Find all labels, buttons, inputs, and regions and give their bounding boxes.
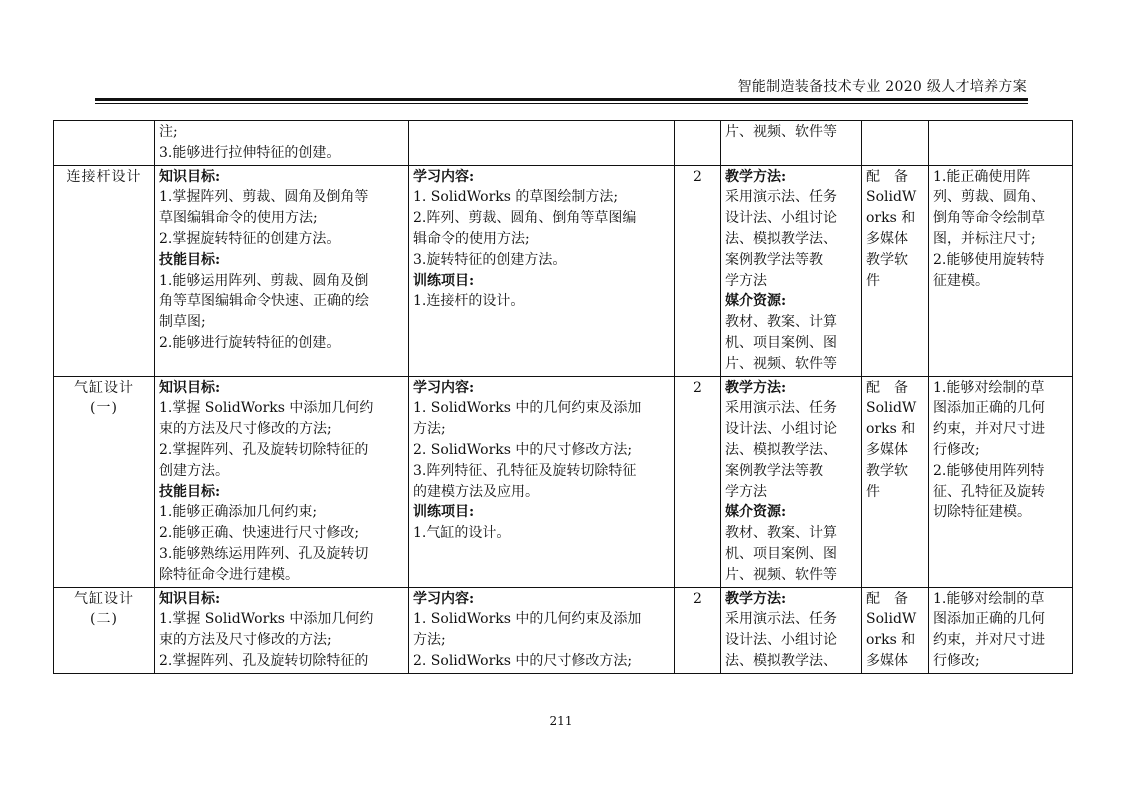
cell-text-line: 3.阵列特征、孔特征及旋转切除特征 <box>413 462 637 479</box>
cell-text-line: 气缸设计 <box>74 590 134 607</box>
cell-text-line: 2.能够进行旋转特征的创建。 <box>159 334 341 351</box>
cell-text-line: 媒介资源: <box>725 504 787 521</box>
cell-text-line: 3.能够熟练运用阵列、孔及旋转切 <box>159 545 369 562</box>
cell-text-line: 征、孔特征及旋转 <box>933 483 1045 500</box>
cell-text-line: 学习内容: <box>413 379 475 396</box>
assessment-cell <box>929 587 1073 673</box>
cell-text-line: 法、模拟教学法、 <box>725 652 837 669</box>
cell-text-line: 设计法、小组讨论 <box>725 421 837 438</box>
cell-text-line: orks 和 <box>866 421 916 438</box>
cell-text-line: 约束，并对尺寸进 <box>933 632 1045 649</box>
cell-text-line: 媒介资源: <box>725 293 787 310</box>
cell-text-line: 束的方法及尺寸修改的方法; <box>159 421 332 438</box>
cell-text-line: 技能目标: <box>159 483 221 500</box>
content-cell <box>409 165 675 376</box>
cell-text-line: 除特征命令进行建模。 <box>159 566 299 583</box>
cell-text-line: 征建模。 <box>933 272 989 289</box>
course-name-cell <box>54 121 155 166</box>
cell-text-line: 学习内容: <box>413 168 475 185</box>
methods-cell <box>721 121 862 166</box>
table-row <box>54 121 1073 166</box>
cell-text-line: SolidW <box>866 189 917 206</box>
cell-text-line: 连接杆设计 <box>66 168 142 185</box>
cell-text-line: orks 和 <box>866 210 916 227</box>
content-cell <box>409 121 675 166</box>
assessment-cell <box>929 165 1073 376</box>
cell-text-line: 学习内容: <box>413 590 475 607</box>
cell-text-line: 束的方法及尺寸修改的方法; <box>159 632 332 649</box>
page-header-title: 智能制造装备技术专业 2020 级人才培养方案 <box>737 79 1027 95</box>
cell-text-line: 角等草图编辑命令快速、正确的绘 <box>159 293 369 310</box>
cell-text-line: 2.阵列、剪裁、圆角、倒角等草图编 <box>413 210 637 227</box>
cell-text-line: 法、模拟教学法、 <box>725 441 837 458</box>
cell-text-line: 2.能够使用阵列特 <box>933 462 1045 479</box>
cell-text-line: 教学软 <box>866 251 908 268</box>
cell-text-line: 件 <box>866 483 880 500</box>
cell-text-line: 方法; <box>413 632 446 649</box>
cell-text: 2 <box>693 168 702 185</box>
cell-text-line: 1.能够对绘制的草 <box>933 590 1045 607</box>
cell-text-line: 教材、教案、计算 <box>725 314 837 331</box>
cell-text-line: 1.掌握 SolidWorks 中添加几何约 <box>159 611 374 628</box>
cell-text-line: 2.掌握旋转特征的创建方法。 <box>159 230 341 247</box>
cell-text-line: 设计法、小组讨论 <box>725 632 837 649</box>
course-name-cell <box>54 165 155 376</box>
cell-text-line: (一) <box>90 400 118 417</box>
cell-text-line: 教学方法: <box>725 590 787 607</box>
cell-text: 2 <box>693 379 702 396</box>
cell-text-line: 教学软 <box>866 462 908 479</box>
cell-text-line: 切除特征建模。 <box>933 504 1031 521</box>
cell-text-line: 训练项目: <box>413 504 475 521</box>
header-rule-thick <box>95 98 1028 101</box>
objectives-cell <box>155 165 409 376</box>
cell-text-line: 注; <box>159 124 178 140</box>
cell-text-line: 倒角等命令绘制草 <box>933 210 1045 227</box>
hours-cell <box>675 121 721 166</box>
cell-text-line: 设计法、小组讨论 <box>725 210 837 227</box>
cell-text-line: 学方法 <box>725 483 767 500</box>
cell-text-line: 教学方法: <box>725 379 787 396</box>
cell-text-line: SolidW <box>866 400 917 417</box>
cell-text-line: 的建模方法及应用。 <box>413 483 539 500</box>
cell-text-line: (二) <box>90 611 118 628</box>
cell-text-line: 片、视频、软件等 <box>725 355 837 372</box>
cell-text-line: 草图编辑命令的使用方法; <box>159 210 318 227</box>
cell-text-line: 片、视频、软件等 <box>725 124 837 140</box>
cell-text-line: 采用演示法、任务 <box>725 611 837 628</box>
conditions-cell <box>862 121 929 166</box>
cell-text-line: 学方法 <box>725 272 767 289</box>
cell-text-line: 件 <box>866 272 880 289</box>
cell-text-line: 气缸设计 <box>74 379 134 396</box>
hours-cell <box>675 587 721 673</box>
cell-text-line: 技能目标: <box>159 251 221 268</box>
cell-text-line: 1. SolidWorks 的草图绘制方法; <box>413 189 619 206</box>
cell-text-line: 法、模拟教学法、 <box>725 230 837 247</box>
cell-text-line: 1.气缸的设计。 <box>413 525 511 542</box>
cell-text-line: 3.旋转特征的创建方法。 <box>413 251 567 268</box>
cell-text-line: 片、视频、软件等 <box>725 566 837 583</box>
cell-text-line: 知识目标: <box>159 590 221 607</box>
cell-text-line: 1.能正确使用阵 <box>933 168 1031 185</box>
cell-text-line: 方法; <box>413 421 446 438</box>
cell-text-line: 配 备 <box>866 379 908 396</box>
cell-text-line: 行修改; <box>933 441 980 458</box>
table-row <box>54 165 1073 376</box>
cell-text-line: 知识目标: <box>159 379 221 396</box>
table-row <box>54 376 1073 587</box>
cell-text-line: 多媒体 <box>866 230 908 247</box>
cell-text: 2 <box>693 590 702 607</box>
methods-cell <box>721 165 862 376</box>
assessment-cell <box>929 121 1073 166</box>
objectives-cell <box>155 376 409 587</box>
cell-text-line: 配 备 <box>866 168 908 185</box>
cell-text-line: 1.掌握 SolidWorks 中添加几何约 <box>159 400 374 417</box>
cell-text-line: 1.能够对绘制的草 <box>933 379 1045 396</box>
methods-cell <box>721 376 862 587</box>
cell-text-line: 教材、教案、计算 <box>725 525 837 542</box>
cell-text-line: 机、项目案例、图 <box>725 334 837 351</box>
cell-text-line: 图，并标注尺寸; <box>933 230 1036 247</box>
conditions-cell <box>862 376 929 587</box>
cell-text-line: 采用演示法、任务 <box>725 400 837 417</box>
cell-text-line: 采用演示法、任务 <box>725 189 837 206</box>
cell-text-line: 图添加正确的几何 <box>933 400 1045 417</box>
course-name-cell <box>54 587 155 673</box>
course-name-cell <box>54 376 155 587</box>
cell-text-line: 列、剪裁、圆角、 <box>933 189 1045 206</box>
assessment-cell <box>929 376 1073 587</box>
cell-text-line: 训练项目: <box>413 272 475 289</box>
cell-text-line: 1.能够运用阵列、剪裁、圆角及倒 <box>159 272 369 289</box>
page-number: 211 <box>549 714 573 728</box>
cell-text-line: 行修改; <box>933 652 980 669</box>
cell-text-line: 多媒体 <box>866 441 908 458</box>
cell-text-line: SolidW <box>866 611 917 628</box>
cell-text-line: 1. SolidWorks 中的几何约束及添加 <box>413 611 642 628</box>
conditions-cell <box>862 587 929 673</box>
cell-text-line: 知识目标: <box>159 168 221 185</box>
methods-cell <box>721 587 862 673</box>
cell-text-line: 机、项目案例、图 <box>725 545 837 562</box>
cell-text-line: 2.掌握阵列、孔及旋转切除特征的 <box>159 441 369 458</box>
objectives-cell <box>155 121 409 166</box>
cell-text-line: 案例教学法等教 <box>725 251 823 268</box>
cell-text-line: 2.能够正确、快速进行尺寸修改; <box>159 525 360 542</box>
cell-text-line: 配 备 <box>866 590 908 607</box>
hours-cell <box>675 376 721 587</box>
curriculum-table <box>53 120 1073 674</box>
hours-cell <box>675 165 721 376</box>
cell-text-line: 案例教学法等教 <box>725 462 823 479</box>
cell-text-line: 2. SolidWorks 中的尺寸修改方法; <box>413 652 633 669</box>
cell-text-line: 1.连接杆的设计。 <box>413 293 525 310</box>
cell-text-line: 辑命令的使用方法; <box>413 230 530 247</box>
cell-text-line: 约束，并对尺寸进 <box>933 421 1045 438</box>
cell-text-line: 2.能够使用旋转特 <box>933 251 1045 268</box>
table-row <box>54 587 1073 673</box>
cell-text-line: orks 和 <box>866 632 916 649</box>
cell-text-line: 图添加正确的几何 <box>933 611 1045 628</box>
cell-text-line: 制草图; <box>159 314 206 331</box>
header-rule-thin <box>95 103 1028 104</box>
objectives-cell <box>155 587 409 673</box>
cell-text-line: 1. SolidWorks 中的几何约束及添加 <box>413 400 642 417</box>
cell-text-line: 1.掌握阵列、剪裁、圆角及倒角等 <box>159 189 369 206</box>
cell-text-line: 2.掌握阵列、孔及旋转切除特征的 <box>159 652 369 669</box>
cell-text-line: 多媒体 <box>866 652 908 669</box>
cell-text-line: 3.能够进行拉伸特征的创建。 <box>159 144 341 161</box>
conditions-cell <box>862 165 929 376</box>
cell-text-line: 1.能够正确添加几何约束; <box>159 504 318 521</box>
content-cell <box>409 587 675 673</box>
cell-text-line: 创建方法。 <box>159 462 229 479</box>
cell-text-line: 2. SolidWorks 中的尺寸修改方法; <box>413 441 633 458</box>
content-cell <box>409 376 675 587</box>
cell-text-line: 教学方法: <box>725 168 787 185</box>
